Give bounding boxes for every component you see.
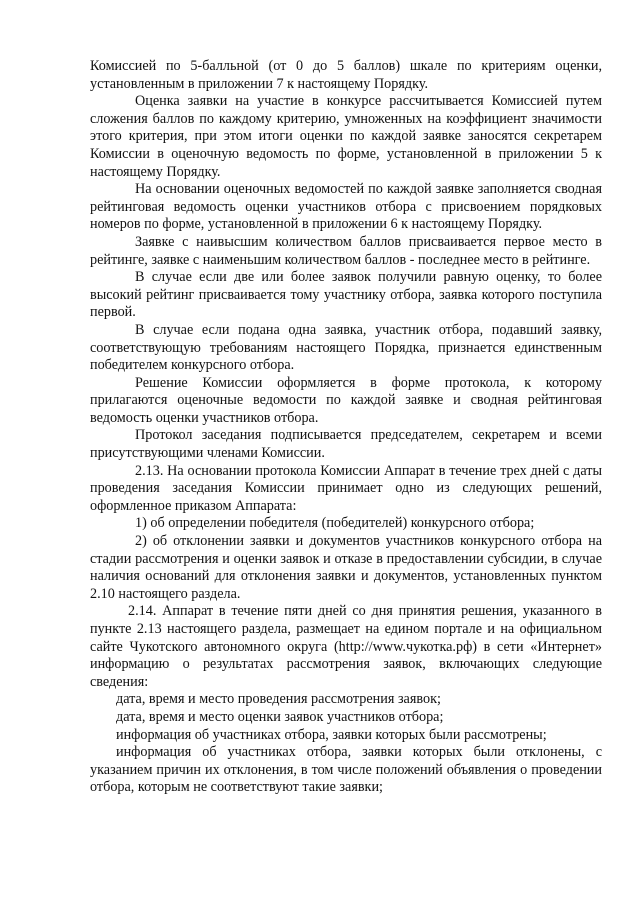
paragraph: В случае если подана одна заявка, участник отбора, подавший заявку, соответствующую требованиям настоящего Порядка, признается единственным победителем конкурсного отбора. <box>90 321 602 374</box>
list-item: дата, время и место оценки заявок участников отбора; <box>116 708 444 725</box>
paragraph: В случае если две или более заявок получили равную оценку, то более высокий рейтинг присваивается тому участнику отбора, заявка которого поступила первой. <box>90 269 602 321</box>
paragraph: Комиссией по 5-балльной (от 0 до 5 баллов) шкале по критериям оценки, установленным в приложении 7 к настоящему Порядку. <box>90 58 602 92</box>
list-item: информация об участниках отбора, заявки которых были рассмотрены; <box>116 726 547 743</box>
section-2-13: 2.13. На основании протокола Комиссии Аппарат в течение трех дней с даты проведения заседания Комиссии принимает одно из следующих решений, оформленное приказом Аппарата: <box>90 462 602 514</box>
list-item: 2) об отклонении заявки и документов участников конкурсного отбора на стадии рассмотрения и оценки заявок и отказе в предоставлении субсидии, в случае наличия оснований для отклонения заявки и документов, установленных пунктом 2.10 настоящего раздела. <box>90 533 602 602</box>
list-item: информация об участниках отбора, заявки которых были отклонены, с указанием причин их отклонения, в том числе положений объявления о проведении отбора, которым не соответствуют такие заявки; <box>90 744 602 796</box>
paragraph: Оценка заявки на участие в конкурсе рассчитывается Комиссией путем сложения баллов по каждому критерию, умноженных на коэффициент значимости этого критерия, при этом итоги оценки по каждой заявке заносятся секретарем Комиссии в оценочную ведомость по форме, установленной в приложении 5 к настоящему Порядку. <box>90 93 602 180</box>
section-2-14: 2.14. Аппарат в течение пяти дней со дня принятия решения, указанного в пункте 2.13 настоящего раздела, размещает на едином портале и на официальном сайте Чукотского автономного округа (http://www.чукотка.рф) в сети «Интернет» информацию о результатах рассмотрения заявок, включающих следующие сведения: <box>90 603 602 690</box>
paragraph: На основании оценочных ведомостей по каждой заявке заполняется сводная рейтинговая ведомость оценки участников отбора с присвоением порядковых номеров по форме, установленной в приложении 6 к настоящему Порядку. <box>90 181 602 233</box>
paragraph: Протокол заседания подписывается председателем, секретарем и всеми присутствующими членами Комиссии. <box>90 427 602 462</box>
list-item: дата, время и место проведения рассмотрения заявок; <box>116 691 441 708</box>
list-item: 1) об определении победителя (победителей) конкурсного отбора; <box>135 515 535 532</box>
paragraph: Решение Комиссии оформляется в форме протокола, к которому прилагаются оценочные ведомости по каждой заявке и сводная рейтинговая ведомость оценки участников отбора. <box>90 374 602 426</box>
paragraph: Заявке с наивысшим количеством баллов присваивается первое место в рейтинге, заявке с наименьшим количеством баллов - последнее место в рейтинге. <box>90 233 602 268</box>
document-page <box>90 58 602 797</box>
